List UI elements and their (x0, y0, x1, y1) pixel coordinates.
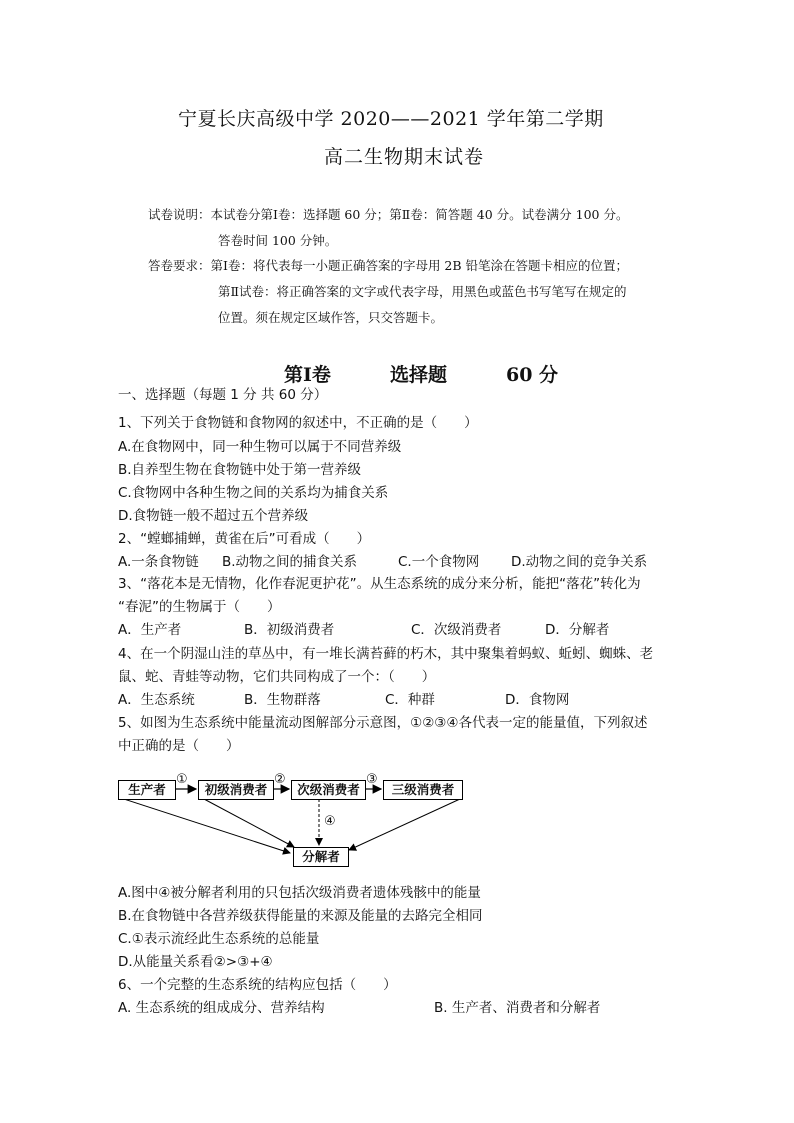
q3-stem-line-1: 3、“落花本是无情物，化作春泥更护花”。从生态系统的成分来分析，能把“落花”转化为 (118, 576, 641, 592)
q5-stem-line-1: 5、如图为生态系统中能量流动图解部分示意图，①②③④各代表一定的能量值，下列叙述 (118, 715, 648, 731)
node-decomposer: 分解者 (293, 847, 349, 867)
q3-option-c: C．次级消费者 (411, 622, 502, 638)
q3-option-a: A．生产者 (118, 622, 182, 638)
node-producer: 生产者 (118, 780, 176, 800)
q3-stem-line-2: “春泥”的生物属于（ ） (118, 599, 281, 615)
q6-option-a: A. 生态系统的组成成分、营养结构 (118, 1000, 325, 1016)
section-score: 60 分 (506, 364, 559, 386)
q4-stem-line-1: 4、在一个阴湿山洼的草丛中，有一堆长满苔藓的朽木，其中聚集着蚂蚁、蚯蚓、蜘蛛、老 (118, 646, 654, 662)
energy-label-4: ④ (324, 814, 336, 829)
q4-option-d: D．食物网 (505, 692, 570, 708)
arrow-tertiary-to-decomposer (349, 799, 460, 850)
section-heading: 一、选择题（每题 1 分 共 60 分） (118, 387, 328, 403)
energy-label-3: ③ (366, 772, 378, 787)
q1-option-a: A.在食物网中，同一种生物可以属于不同营养级 (118, 439, 402, 455)
q5-option-d: D.从能量关系看②>③+④ (118, 954, 273, 970)
q5-option-b: B.在食物链中各营养级获得能量的来源及能量的去路完全相同 (118, 908, 483, 924)
q5-stem-line-2: 中正确的是（ ） (118, 738, 240, 754)
q2-option-c: C.一个食物网 (398, 554, 480, 570)
instruction-line-2: 答卷时间 100 分钟。 (218, 233, 338, 248)
arrow-producer-to-decomposer (124, 799, 290, 853)
q1-stem: 1、下列关于食物链和食物网的叙述中，不正确的是（ ） (118, 415, 478, 431)
q1-option-b: B.自养型生物在食物链中处于第一营养级 (118, 462, 362, 478)
q6-option-b: B. 生产者、消费者和分解者 (434, 1000, 601, 1016)
q6-stem: 6、一个完整的生态系统的结构应包括（ ） (118, 977, 397, 993)
q5-option-a: A.图中④被分解者利用的只包括次级消费者遗体残骸中的能量 (118, 885, 481, 901)
q4-stem-line-2: 鼠、蛇、青蛙等动物，它们共同构成了一个：（ ） (118, 669, 436, 685)
node-secondary-consumer: 次级消费者 (291, 780, 366, 800)
q2-stem: 2、“螳螂捕蝉，黄雀在后”可看成（ ） (118, 531, 371, 547)
instruction-line-5: 位置。须在规定区域作答，只交答题卡。 (218, 310, 444, 325)
energy-label-1: ① (176, 772, 188, 787)
exam-title: 宁夏长庆高级中学 2020——2021 学年第二学期 (178, 108, 604, 130)
node-tertiary-consumer: 三级消费者 (383, 780, 463, 800)
instruction-line-4: 第Ⅱ试卷：将正确答案的文字或代表字母，用黑色或蓝色书写笔写在规定的 (218, 284, 627, 299)
energy-flow-diagram (118, 768, 468, 874)
instruction-line-1: 试卷说明：本试卷分第Ⅰ卷：选择题 60 分；第Ⅱ卷：简答题 40 分。试卷满分 100 分。 (148, 207, 629, 222)
exam-subtitle: 高二生物期末试卷 (324, 146, 485, 168)
q4-option-a: A．生态系统 (118, 692, 195, 708)
q4-option-c: C．种群 (385, 692, 435, 708)
q3-option-b: B．初级消费者 (244, 622, 335, 638)
q1-option-d: D.食物链一般不超过五个营养级 (118, 508, 309, 524)
q2-option-d: D.动物之间的竞争关系 (511, 554, 648, 570)
instruction-line-3: 答卷要求：第Ⅰ卷：将代表每一小题正确答案的字母用 2B 铅笔涂在答题卡相应的位置； (148, 258, 629, 273)
energy-label-2: ② (274, 772, 286, 787)
section-name: 选择题 (390, 364, 448, 386)
q1-option-c: C.食物网中各种生物之间的关系均为捕食关系 (118, 485, 389, 501)
node-primary-consumer: 初级消费者 (198, 780, 274, 800)
section-part: 第Ⅰ卷 (284, 364, 331, 386)
q2-option-a: A.一条食物链 (118, 554, 199, 570)
q2-option-b: B.动物之间的捕食关系 (222, 554, 358, 570)
q4-option-b: B．生物群落 (244, 692, 321, 708)
q5-option-c: C.①表示流经此生态系统的总能量 (118, 931, 320, 947)
q3-option-d: D．分解者 (545, 622, 610, 638)
